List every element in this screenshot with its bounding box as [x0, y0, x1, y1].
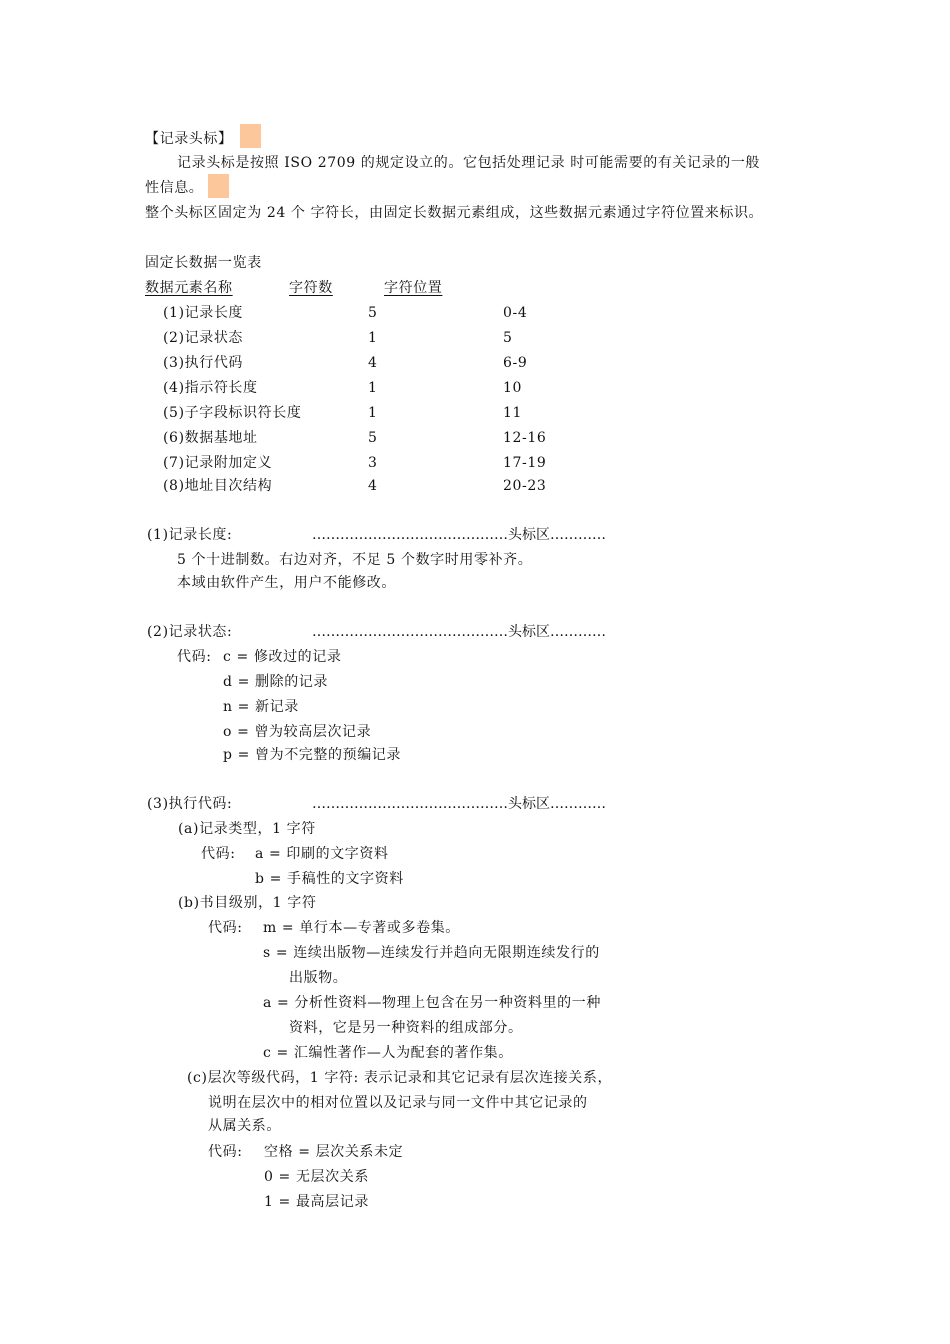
code-label: 代码:: [201, 846, 236, 862]
intro-line: 整个头标区固定为 24 个 字符长，由固定长数据元素组成，这些数据元素通过字符位置来标识。: [145, 205, 764, 221]
code-item: 空格 = 层次关系未定: [264, 1144, 404, 1160]
section3-leader: ……………………………………头标区…………: [312, 796, 606, 812]
row-position: 12-16: [503, 430, 547, 446]
code-item: a = 分析性资料—物理上包含在另一种资料里的一种: [263, 995, 601, 1011]
highlight-mark: [208, 174, 229, 198]
subsection-line: 从属关系。: [208, 1118, 281, 1134]
row-count: 4: [368, 355, 378, 371]
section2-leader: ……………………………………头标区…………: [312, 624, 606, 640]
subsection-title: (c)层次等级代码，1 字符: 表示记录和其它记录有层次连接关系，: [187, 1070, 613, 1086]
row-count: 5: [368, 305, 378, 321]
code-item: c = 修改过的记录: [223, 649, 342, 665]
subsection-title: (b)书目级别，1 字符: [178, 895, 317, 911]
code-item-continued: 出版物。: [289, 970, 348, 986]
section1-line: 5 个十进制数。右边对齐，不足 5 个数字时用零补齐。: [177, 552, 533, 568]
code-item: s = 连续出版物—连续发行并趋向无限期连续发行的: [263, 945, 600, 961]
highlight-mark: [240, 124, 261, 148]
section1-leader: ……………………………………头标区…………: [312, 527, 606, 543]
row-position: 5: [503, 330, 513, 346]
intro-line: 性信息。: [145, 180, 204, 196]
code-item: c = 汇编性著作—人为配套的著作集。: [263, 1045, 513, 1061]
row-count: 1: [368, 380, 378, 396]
code-item: a = 印刷的文字资料: [255, 846, 389, 862]
table-caption: 固定长数据一览表: [145, 255, 262, 271]
intro-line: 记录头标是按照 ISO 2709 的规定设立的。它包括处理记录 时可能需要的有关记录的一般: [177, 155, 761, 171]
row-name: (7)记录附加定义: [163, 455, 273, 471]
row-count: 1: [368, 405, 378, 421]
code-label: 代码:: [177, 649, 212, 665]
row-count: 4: [368, 478, 378, 494]
table-header-position: 字符位置: [384, 280, 443, 296]
row-position: 6-9: [503, 355, 528, 371]
row-name: (8)地址目次结构: [163, 478, 273, 494]
code-label: 代码:: [208, 920, 243, 936]
section1-title: (1)记录长度:: [147, 527, 233, 543]
row-name: (4)指示符长度: [163, 380, 258, 396]
section-title: 【记录头标】: [145, 131, 233, 147]
row-name: (1)记录长度: [163, 305, 244, 321]
row-name: (5)子字段标识符长度: [163, 405, 302, 421]
code-item-continued: 资料，它是另一种资料的组成部分。: [289, 1020, 523, 1036]
subsection-title: (a)记录类型，1 字符: [178, 821, 316, 837]
row-name: (2)记录状态: [163, 330, 244, 346]
code-item: 1 = 最高层记录: [264, 1194, 369, 1210]
row-count: 5: [368, 430, 378, 446]
row-position: 17-19: [503, 455, 547, 471]
section2-title: (2)记录状态:: [147, 624, 233, 640]
code-label: 代码:: [208, 1144, 243, 1160]
section3-title: (3)执行代码:: [147, 796, 233, 812]
table-header-name: 数据元素名称: [145, 280, 233, 296]
row-name: (6)数据基地址: [163, 430, 258, 446]
row-count: 1: [368, 330, 378, 346]
code-item: n = 新记录: [223, 699, 299, 715]
code-item: d = 删除的记录: [223, 674, 328, 690]
code-item: 0 = 无层次关系: [264, 1169, 369, 1185]
subsection-line: 说明在层次中的相对位置以及记录与同一文件中其它记录的: [208, 1095, 588, 1111]
code-item: m = 单行本—专著或多卷集。: [263, 920, 460, 936]
row-position: 11: [503, 405, 523, 421]
row-name: (3)执行代码: [163, 355, 244, 371]
row-position: 20-23: [503, 478, 547, 494]
section1-line: 本域由软件产生，用户不能修改。: [177, 575, 396, 591]
code-item: o = 曾为较高层次记录: [223, 724, 372, 740]
table-header-count: 字符数: [289, 280, 333, 296]
row-count: 3: [368, 455, 378, 471]
row-position: 10: [503, 380, 523, 396]
code-item: b = 手稿性的文字资料: [255, 871, 404, 887]
code-item: p = 曾为不完整的预编记录: [223, 747, 401, 763]
row-position: 0-4: [503, 305, 528, 321]
